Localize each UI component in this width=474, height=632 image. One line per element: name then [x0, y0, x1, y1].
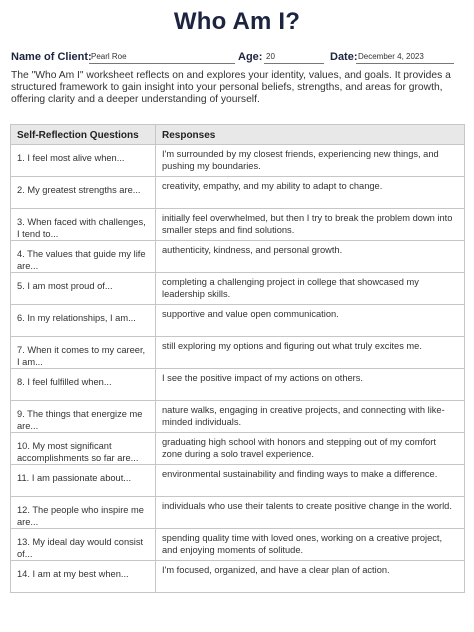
- table-row: [11, 497, 465, 529]
- question-cell: 11. I am passionate about...: [11, 465, 156, 497]
- client-name-field[interactable]: Pearl Roe: [89, 52, 235, 64]
- page-title: Who Am I?: [173, 8, 301, 35]
- responses-header: Responses: [156, 125, 465, 145]
- table-row: [11, 177, 465, 209]
- response-cell[interactable]: supportive and value open communication.: [156, 305, 465, 337]
- question-cell: 5. I am most proud of...: [11, 273, 156, 305]
- response-cell[interactable]: authenticity, kindness, and personal growth.: [156, 241, 465, 273]
- table-header-row: [11, 125, 465, 145]
- table-row: [11, 273, 465, 305]
- date-label: Date:: [330, 51, 358, 63]
- table-row: [11, 209, 465, 241]
- date-field[interactable]: December 4, 2023: [356, 52, 454, 64]
- response-cell[interactable]: still exploring my options and figuring out what truly excites me.: [156, 337, 465, 369]
- response-cell[interactable]: nature walks, engaging in creative projects, and connecting with like-minded individuals.: [156, 401, 465, 433]
- table-row: [11, 401, 465, 433]
- response-cell[interactable]: graduating high school with honors and stepping out of my comfort zone during a solo travel experience.: [156, 433, 465, 465]
- question-cell: 6. In my relationships, I am...: [11, 305, 156, 337]
- table-row: [11, 529, 465, 561]
- question-cell: 14. I am at my best when...: [11, 561, 156, 593]
- response-cell[interactable]: I see the positive impact of my actions on others.: [156, 369, 465, 401]
- response-cell[interactable]: completing a challenging project in college that showcased my leadership skills.: [156, 273, 465, 305]
- response-cell[interactable]: I'm focused, organized, and have a clear plan of action.: [156, 561, 465, 593]
- table-row: [11, 433, 465, 465]
- reflection-table: [10, 124, 465, 593]
- question-cell: 10. My most significant accomplishments so far are...: [11, 433, 156, 465]
- question-cell: 9. The things that energize me are...: [11, 401, 156, 433]
- response-cell[interactable]: I'm surrounded by my closest friends, experiencing new things, and pushing my boundaries.: [156, 145, 465, 177]
- question-cell: 3. When faced with challenges, I tend to...: [11, 209, 156, 241]
- table-row: [11, 145, 465, 177]
- question-cell: 7. When it comes to my career, I am...: [11, 337, 156, 369]
- question-cell: 4. The values that guide my life are...: [11, 241, 156, 273]
- table-row: [11, 337, 465, 369]
- table-row: [11, 465, 465, 497]
- question-cell: 2. My greatest strengths are...: [11, 177, 156, 209]
- age-label: Age:: [238, 51, 263, 63]
- response-cell[interactable]: initially feel overwhelmed, but then I try to break the problem down into smaller steps and find solutions.: [156, 209, 465, 241]
- response-cell[interactable]: individuals who use their talents to create positive change in the world.: [156, 497, 465, 529]
- table-row: [11, 241, 465, 273]
- question-cell: 12. The people who inspire me are...: [11, 497, 156, 529]
- table-row: [11, 561, 465, 593]
- response-cell[interactable]: spending quality time with loved ones, working on a creative project, and enjoying moments of solitude.: [156, 529, 465, 561]
- response-cell[interactable]: environmental sustainability and finding ways to make a difference.: [156, 465, 465, 497]
- table-row: [11, 369, 465, 401]
- question-cell: 13. My ideal day would consist of...: [11, 529, 156, 561]
- age-field[interactable]: 20: [264, 52, 324, 64]
- client-name-label: Name of Client:: [11, 51, 92, 63]
- question-cell: 8. I feel fulfilled when...: [11, 369, 156, 401]
- question-cell: 1. I feel most alive when...: [11, 145, 156, 177]
- client-info: [11, 50, 463, 68]
- intro-paragraph: The "Who Am I" worksheet reflects on and explores your identity, values, and goals. It provides a structured framework to gain insight into your personal beliefs, strengths, and areas for growth, offering clarity and a deeper understanding of yourself.: [11, 70, 451, 105]
- response-cell[interactable]: creativity, empathy, and my ability to adapt to change.: [156, 177, 465, 209]
- questions-header: Self-Reflection Questions: [11, 125, 156, 145]
- table-row: [11, 305, 465, 337]
